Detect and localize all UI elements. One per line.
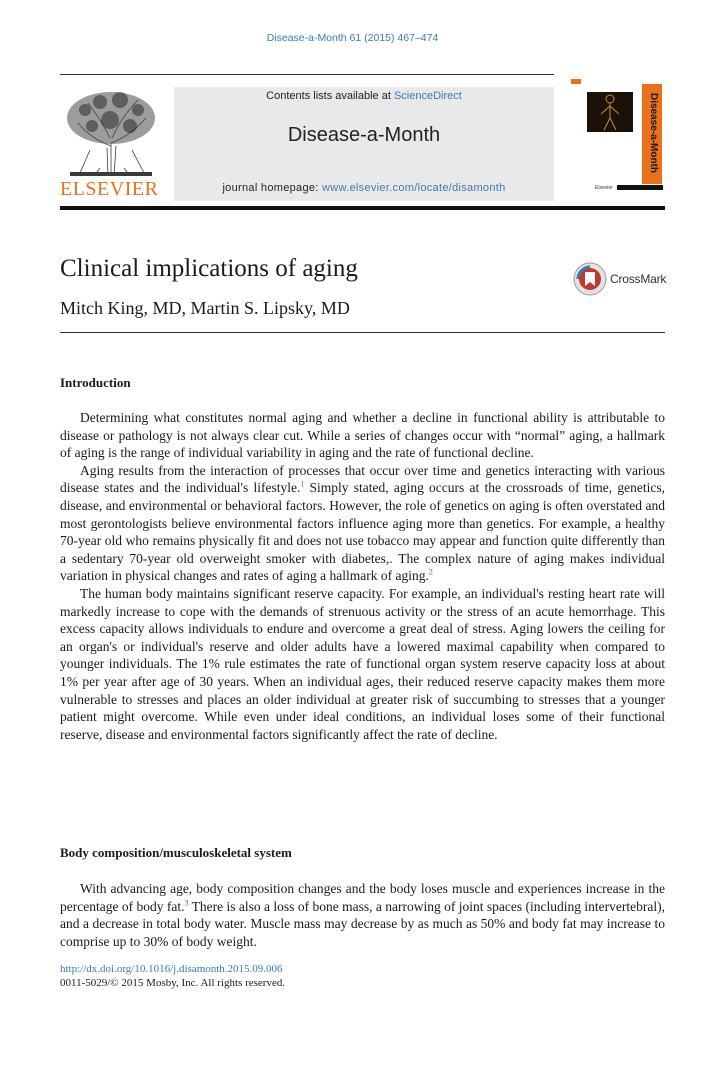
crossmark-label[interactable]: CrossMark xyxy=(610,272,667,286)
journal-homepage-line: journal homepage: www.elsevier.com/locate/disamonth xyxy=(222,182,506,194)
reference-1-link[interactable]: 1 xyxy=(300,479,305,489)
elsevier-wordmark: ELSEVIER xyxy=(60,178,159,200)
masthead-top-rule xyxy=(60,74,554,75)
doi-link[interactable]: http://dx.doi.org/10.1016/j.disamonth.2015.09.006 xyxy=(60,963,283,975)
introduction-heading: Introduction xyxy=(60,375,131,390)
crossmark-icon[interactable] xyxy=(573,262,607,296)
copyright-notice: 0011-5029/© 2015 Mosby, Inc. All rights reserved. xyxy=(60,977,286,989)
introduction-body xyxy=(60,409,665,743)
cover-title: Disease-a-Month xyxy=(648,92,659,173)
title-divider xyxy=(60,332,665,333)
cover-publisher-mark: Elsevier xyxy=(595,185,613,191)
journal-title: Disease-a-Month xyxy=(287,124,441,146)
cover-accent-bottom xyxy=(617,185,663,190)
body-composition-body xyxy=(60,880,665,950)
reference-2-link[interactable]: 2 xyxy=(428,567,433,577)
sciencedirect-link[interactable]: ScienceDirect xyxy=(393,90,462,102)
masthead-bottom-rule xyxy=(60,206,665,210)
cover-accent-top xyxy=(571,79,581,84)
body-composition-heading: Body composition/musculoskeletal system xyxy=(60,845,292,860)
article-title: Clinical implications of aging xyxy=(60,255,358,282)
reference-3-link[interactable]: 3 xyxy=(184,898,189,908)
journal-citation[interactable]: Disease-a-Month 61 (2015) 467–474 xyxy=(266,32,439,44)
contents-available-line: Contents lists available at ScienceDirect xyxy=(266,90,462,102)
elsevier-tree-logo xyxy=(60,88,162,178)
article-authors: Mitch King, MD, Martin S. Lipsky, MD xyxy=(60,298,350,318)
journal-homepage-link[interactable]: www.elsevier.com/locate/disamonth xyxy=(322,182,506,194)
intro-paragraph-2: Aging results from the interaction of processes that occur over time and genetics interacting with various disease states and the individual's lifestyle.$^1$ Simply stated, aging occurs at the crossroads of time, genetics, disease, and environmental or behavioral factors. However, the role of genetics on aging is often overstated and most gerontologists believe environmental factors influence aging more than genetics. For example, a healthy 70-year old who remains physically fit and does not use tobacco may appear and function quite differently than a sedentary 70-year old overweight smoker with diabetes,. The complex nature of aging makes individual variation in physical changes and rates of aging a hallmark of aging.$^2$ xyxy=(60,462,665,584)
intro-paragraph-3: The human body maintains significant reserve capacity. For example, an individual's resting heart rate will markedly increase to cope with the demands of strenuous activity or the stress of an acute hemorrhage. This excess capacity allows individuals to endure and overcome a great deal of stress. Aging lowers the ceiling for an organ's or individual's reserve and older adults have a lowered maximal capability when compared to younger individuals. The 1% rule estimates the rate of functional organ system reserve capacity loss at about 1% per year after age of 30 years. When an individual ages, their reduced reserve capacity makes them more vulnerable to stresses and places an older individual at greater risk of succumbing to stresses that a younger patient might overcome. While even under ideal conditions, an individual loses some of their functional reserve, disease and environmental factors significantly affect the rate of decline. xyxy=(60,585,665,742)
intro-paragraph-1: Determining what constitutes normal aging and whether a decline in functional ability is attributable to disease or pathology is not always clear cut. While a series of changes occur with “normal” aging, a hallmark of aging is the range of individual variability in aging and the rate of functional decline. xyxy=(60,410,665,461)
body-paragraph-1: With advancing age, body composition changes and the body loses muscle and experiences increase in the percentage of body fat.$^3$ There is also a loss of bone mass, a narrowing of joint spaces (including intervertebral), and a decrease in total body water. Muscle mass may decrease by as much as 50% and body fat may increase to comprise up to 30% of body weight. xyxy=(60,881,665,949)
cover-anatomy-image xyxy=(587,92,633,132)
